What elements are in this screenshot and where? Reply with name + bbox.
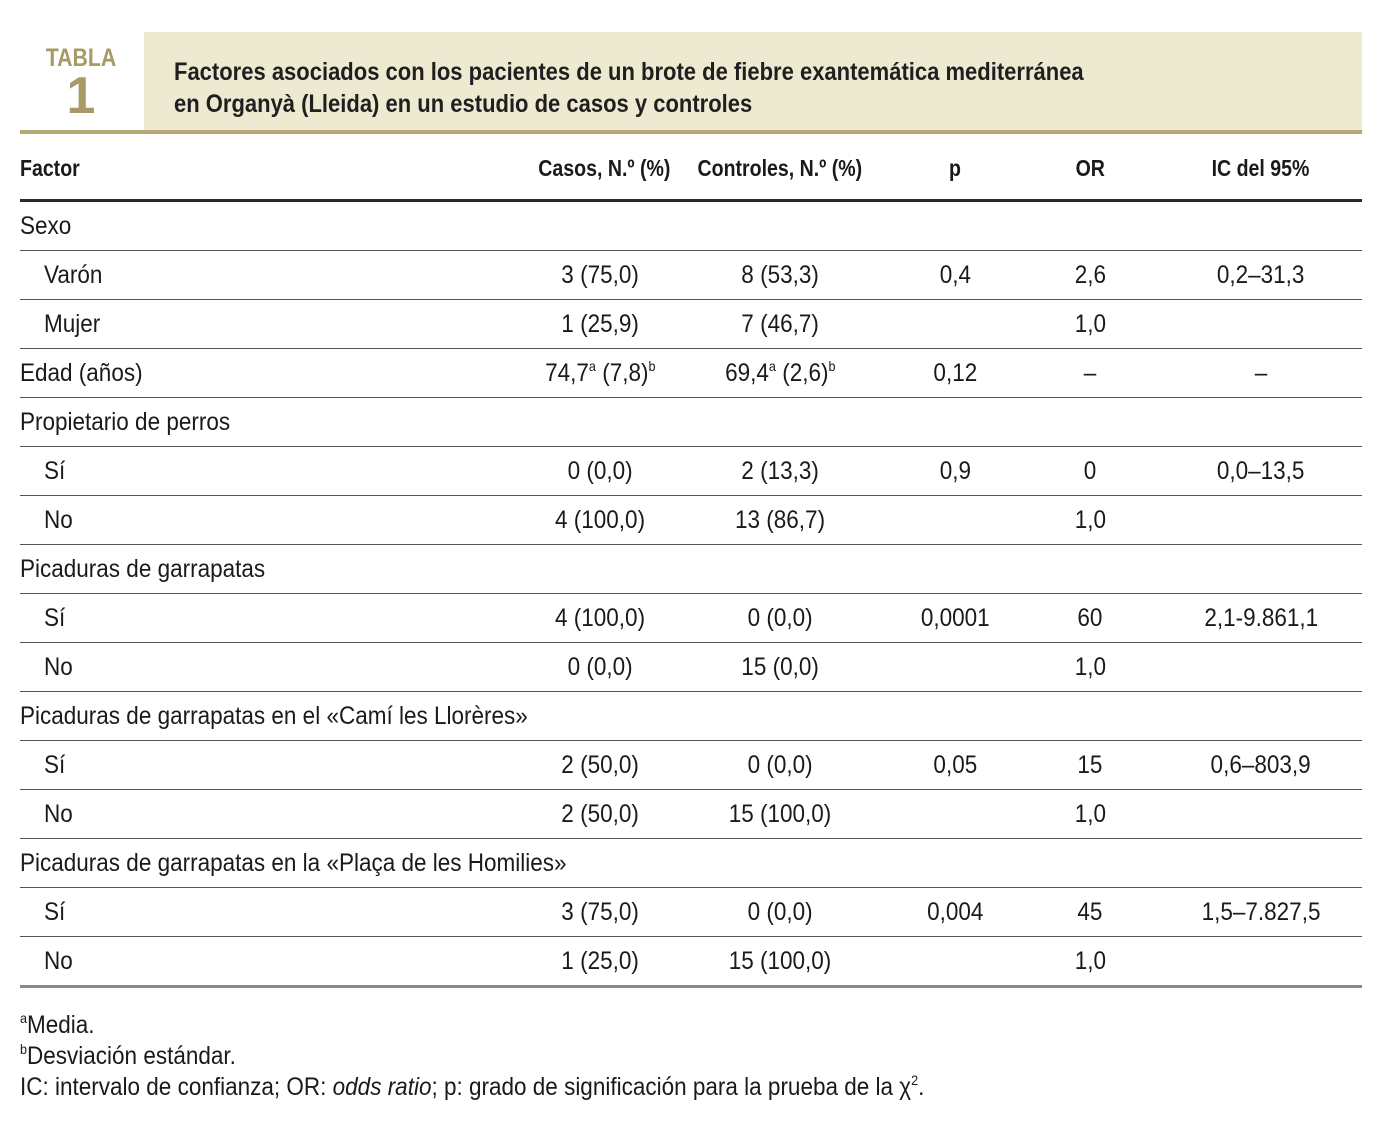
table-title-line-2: en Organyà (Lleida) en un estudio de casos y controles	[174, 90, 753, 118]
cell-controles: 69,4$^a$ $(2,6)^b$	[670, 349, 890, 398]
cell-p	[890, 937, 1020, 987]
row-factor: Sí	[20, 741, 490, 790]
table-row	[20, 888, 1362, 937]
row-factor: No	[20, 937, 490, 987]
cell-or: 1,0	[1020, 496, 1160, 545]
table-row	[20, 937, 1362, 987]
cell-controles: 2 (13,3)	[670, 447, 890, 496]
cell-p: 0,12	[890, 349, 1020, 398]
cell-or: 45	[1020, 888, 1160, 937]
cell-casos: 3 (75,0)	[490, 251, 670, 300]
cell-controles: 13 (86,7)	[670, 496, 890, 545]
table-row	[20, 201, 1362, 251]
table-row	[20, 692, 1362, 741]
cell-casos: 2 (50,0)	[490, 741, 670, 790]
row-factor: Sí	[20, 594, 490, 643]
cell-casos: 2 (50,0)	[490, 790, 670, 839]
column-header-factor: Factor	[20, 137, 490, 201]
cell-ic	[1160, 643, 1362, 692]
cell-ic	[1160, 937, 1362, 987]
cell-or: 0	[1020, 447, 1160, 496]
row-factor: Sexo	[20, 201, 490, 251]
row-factor: Picaduras de garrapatas	[20, 545, 490, 594]
row-factor: No	[20, 496, 490, 545]
table-row	[20, 839, 1362, 888]
table-header	[20, 32, 1362, 134]
cell-controles: 8 (53,3)	[670, 251, 890, 300]
cell-ic: 2,1-9.861,1	[1160, 594, 1362, 643]
cell-or: 1,0	[1020, 643, 1160, 692]
column-header-casos: Casos, N.º (%)	[490, 137, 670, 201]
cell-casos: 1 (25,9)	[490, 300, 670, 349]
footnote-b: $^b$Desviación estándar.	[20, 1041, 236, 1070]
column-header-controles: Controles, N.º (%)	[670, 137, 890, 201]
cell-controles: 0 (0,0)	[670, 594, 890, 643]
table-label-word: TABLA	[45, 44, 117, 72]
cell-or: 2,6	[1020, 251, 1160, 300]
cell-or: 1,0	[1020, 300, 1160, 349]
table-row	[20, 251, 1362, 300]
cell-casos: 0 (0,0)	[490, 643, 670, 692]
cell-controles: 7 (46,7)	[670, 300, 890, 349]
cell-casos: 3 (75,0)	[490, 888, 670, 937]
cell-p: 0,4	[890, 251, 1020, 300]
cell-casos: 4 (100,0)	[490, 594, 670, 643]
cell-ic	[1160, 300, 1362, 349]
cell-ic	[1160, 790, 1362, 839]
footnote-a: $^a$Media.	[20, 1010, 95, 1039]
table-label-number: 1	[66, 67, 96, 125]
table-row	[20, 300, 1362, 349]
cell-controles: 15 (0,0)	[670, 643, 890, 692]
cell-ic: 0,6–803,9	[1160, 741, 1362, 790]
cell-controles: 0 (0,0)	[670, 888, 890, 937]
title-rule	[20, 130, 1362, 134]
table-row	[20, 447, 1362, 496]
table-footnotes	[20, 1010, 1025, 1103]
row-factor: Varón	[20, 251, 490, 300]
row-factor: Sí	[20, 447, 490, 496]
table-row	[20, 643, 1362, 692]
column-header-ic: IC del 95%	[1160, 137, 1362, 201]
cell-or: –	[1020, 349, 1160, 398]
cell-casos: 1 (25,0)	[490, 937, 670, 987]
cell-or: 1,0	[1020, 937, 1160, 987]
cell-p: 0,004	[890, 888, 1020, 937]
row-factor: Picaduras de garrapatas en la «Plaça de les Homilies»	[20, 839, 890, 888]
footnote-abbreviations: IC: intervalo de confianza; OR: odds ratio; p: grado de significación para la prueba de la $\chi^2$.	[20, 1072, 925, 1101]
cell-p: 0,05	[890, 741, 1020, 790]
table-row	[20, 741, 1362, 790]
cell-p	[890, 790, 1020, 839]
cell-controles: 15 (100,0)	[670, 790, 890, 839]
table-row	[20, 496, 1362, 545]
cell-or: 15	[1020, 741, 1160, 790]
table-row	[20, 594, 1362, 643]
cell-p: 0,0001	[890, 594, 1020, 643]
data-table	[20, 137, 1362, 988]
cell-p	[890, 300, 1020, 349]
cell-ic: 1,5–7.827,5	[1160, 888, 1362, 937]
row-factor: No	[20, 790, 490, 839]
table-row	[20, 398, 1362, 447]
cell-p: 0,9	[890, 447, 1020, 496]
cell-controles: 15 (100,0)	[670, 937, 890, 987]
cell-casos: 0 (0,0)	[490, 447, 670, 496]
cell-ic: 0,0–13,5	[1160, 447, 1362, 496]
table-row	[20, 790, 1362, 839]
row-factor: Sí	[20, 888, 490, 937]
column-header-p: p	[890, 137, 1020, 201]
table-header-row	[20, 137, 1362, 201]
row-factor: Mujer	[20, 300, 490, 349]
table-number-label	[20, 32, 142, 134]
cell-p	[890, 643, 1020, 692]
row-factor: No	[20, 643, 490, 692]
cell-controles: 0 (0,0)	[670, 741, 890, 790]
cell-ic	[1160, 496, 1362, 545]
cell-or: 1,0	[1020, 790, 1160, 839]
data-table-wrapper	[20, 137, 1362, 988]
cell-ic: –	[1160, 349, 1362, 398]
table-title-line-1: Factores asociados con los pacientes de un brote de fiebre exantemática mediterránea	[174, 58, 1084, 86]
cell-casos: 74,7$^a$ $(7,8)^b$	[490, 349, 670, 398]
cell-or: 60	[1020, 594, 1160, 643]
table-title-box	[144, 32, 1362, 132]
table-row	[20, 545, 1362, 594]
cell-casos: 4 (100,0)	[490, 496, 670, 545]
row-factor: Picaduras de garrapatas en el «Camí les Llorères»	[20, 692, 890, 741]
column-header-or: OR	[1020, 137, 1160, 201]
cell-ic: 0,2–31,3	[1160, 251, 1362, 300]
table-row	[20, 349, 1362, 398]
row-factor: Propietario de perros	[20, 398, 490, 447]
cell-p	[890, 496, 1020, 545]
row-factor: Edad (años)	[20, 349, 490, 398]
